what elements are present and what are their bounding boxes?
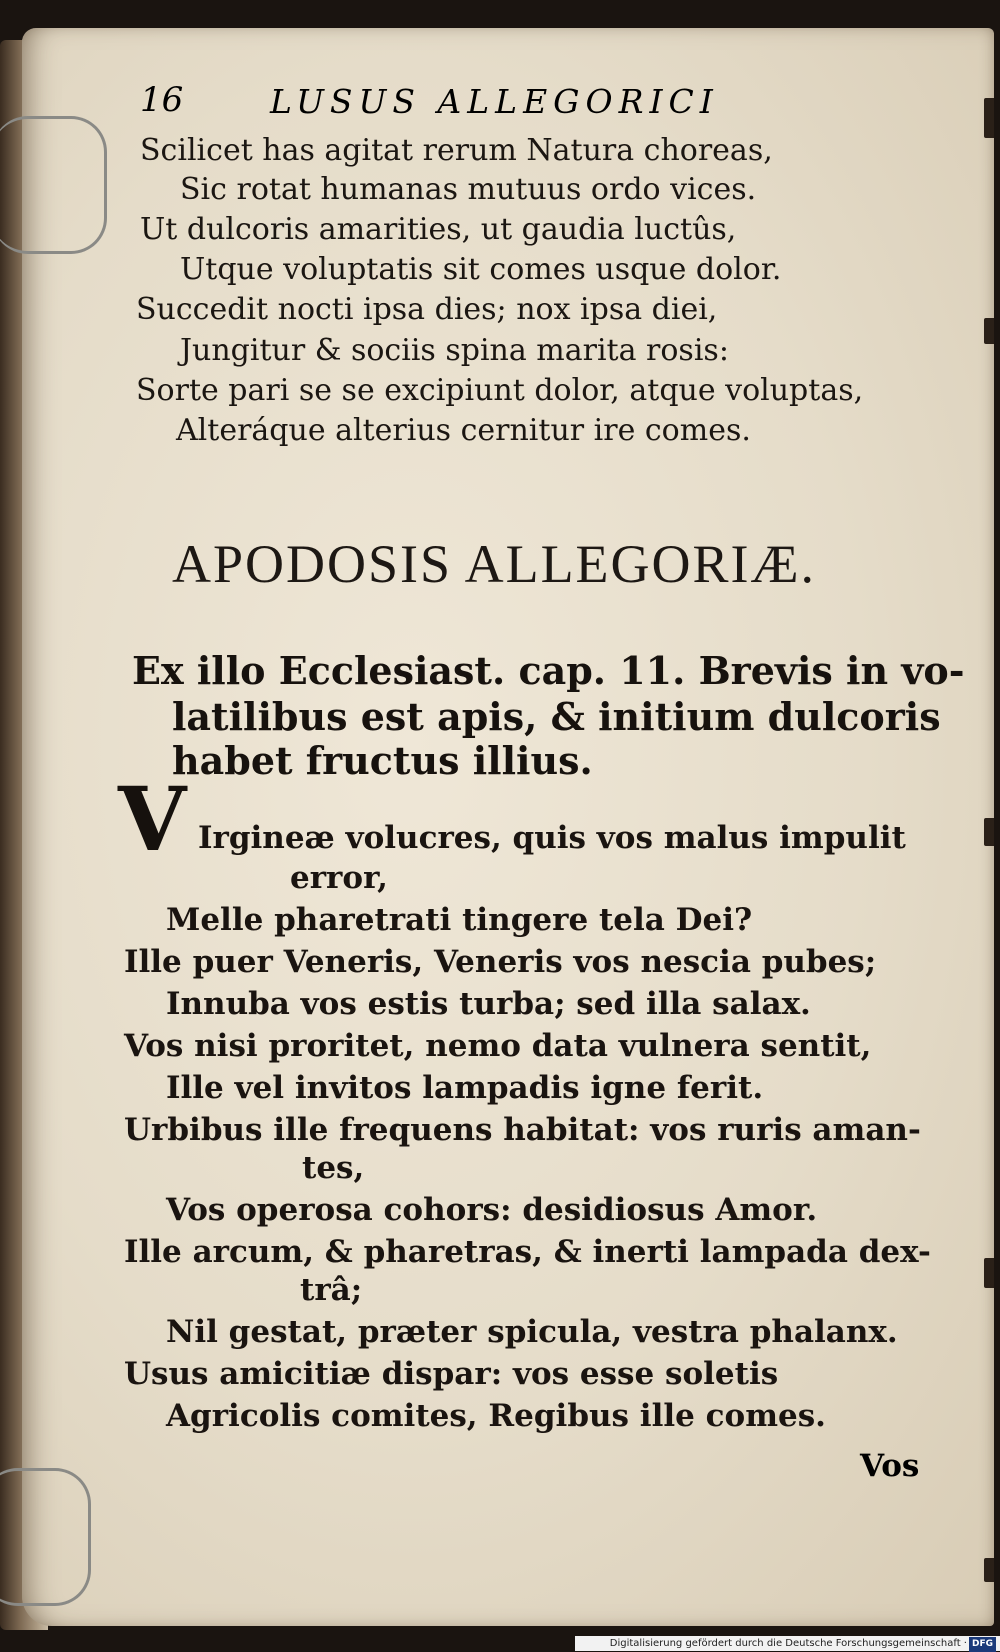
page-edge-mark	[984, 1258, 994, 1288]
page-edge-mark	[984, 98, 994, 138]
section-title: APODOSIS ALLEGORIÆ.	[172, 534, 817, 594]
poem-line: Ille vel invitos lampadis igne ferit.	[166, 1070, 764, 1106]
poem-line: trâ;	[300, 1272, 363, 1308]
poem-line: Urbibus ille frequens habitat: vos ruris aman-	[124, 1112, 921, 1148]
verse-line: Utque voluptatis sit comes usque dolor.	[180, 252, 782, 287]
page-edge-mark	[984, 818, 994, 846]
digitization-credit	[575, 1636, 1000, 1651]
page-header	[140, 80, 940, 124]
poem-line: Nil gestat, præter spicula, vestra phalanx.	[166, 1314, 898, 1350]
poem-line: Innuba vos estis turba; sed illa salax.	[166, 986, 811, 1022]
epigraph-line: Ex illo Ecclesiast. cap. 11. Brevis in vo-	[132, 648, 965, 693]
page-edge-mark	[984, 1558, 994, 1582]
poem-line: Melle pharetrati tingere tela Dei?	[166, 902, 753, 938]
drop-cap: V	[118, 767, 187, 871]
verse-line: Scilicet has agitat rerum Natura choreas,	[140, 133, 773, 168]
page-clip-bottom	[0, 1468, 91, 1606]
dfg-logo: DFG	[969, 1637, 996, 1652]
poem-line: Vos operosa cohors: desidiosus Amor.	[166, 1192, 818, 1228]
verse-line: Alteráque alterius cernitur ire comes.	[176, 413, 751, 448]
poem-line: Agricolis comites, Regibus ille comes.	[166, 1398, 826, 1434]
page-edge-mark	[984, 318, 994, 344]
verse-line: Succedit nocti ipsa dies; nox ipsa diei,	[136, 292, 718, 327]
catchword: Vos	[860, 1448, 920, 1484]
poem-line: tes,	[302, 1150, 365, 1186]
verse-line: Ut dulcoris amarities, ut gaudia luctûs,	[140, 212, 737, 247]
epigraph-line: habet fructus illius.	[172, 738, 593, 783]
page-number: 16	[140, 80, 184, 120]
poem-line: Ille puer Veneris, Veneris vos nescia pubes;	[124, 944, 877, 980]
verse-line: Sorte pari se se excipiunt dolor, atque voluptas,	[136, 373, 864, 408]
poem-line: Vos nisi proritet, nemo data vulnera sentit,	[124, 1028, 872, 1064]
verse-line: Sic rotat humanas mutuus ordo vices.	[180, 172, 757, 207]
poem-line: Irgineæ volucres, quis vos malus impulit	[198, 820, 906, 856]
page-clip-top	[0, 116, 107, 254]
credit-text: Digitalisierung gefördert durch die Deutsche Forschungsgemeinschaft ·	[609, 1638, 967, 1649]
poem-line: Ille arcum, & pharetras, & inerti lampada dex-	[124, 1234, 931, 1270]
poem-line: Usus amicitiæ dispar: vos esse soletis	[124, 1356, 779, 1392]
poem-line: error,	[290, 860, 388, 896]
epigraph-line: latilibus est apis, & initium dulcoris	[172, 694, 941, 739]
verse-line: Jungitur & sociis spina marita rosis:	[180, 333, 729, 368]
running-head: LUSUS ALLEGORICI	[270, 82, 719, 121]
